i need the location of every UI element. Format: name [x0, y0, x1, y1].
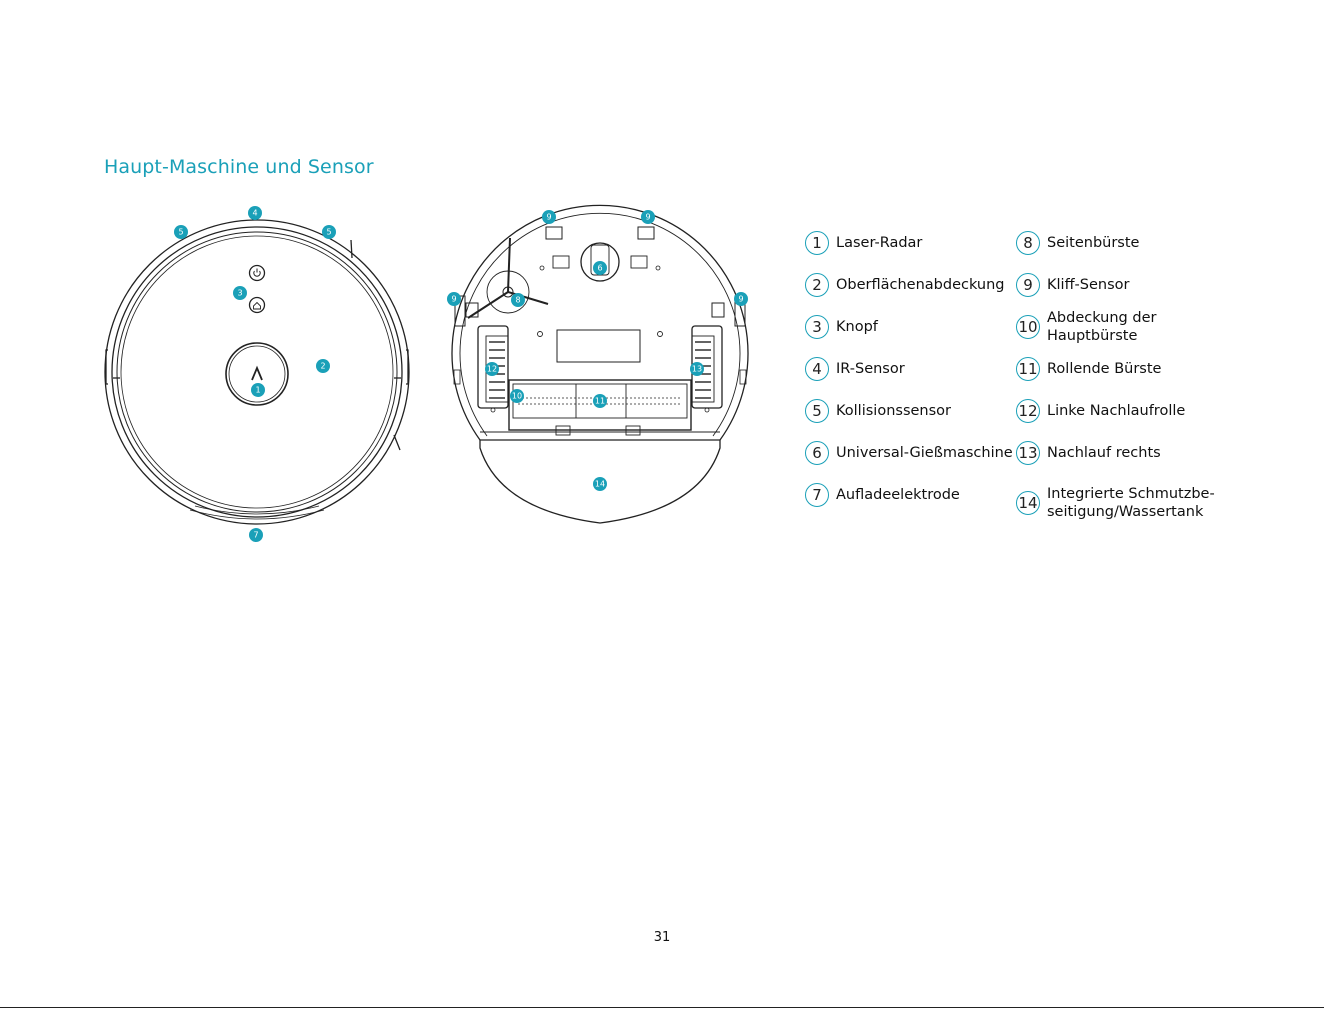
- legend-number: 7: [805, 483, 829, 507]
- svg-text:9: 9: [645, 212, 651, 222]
- legend-label: Kollisionssensor: [836, 403, 951, 419]
- legend-number: 10: [1016, 315, 1040, 339]
- legend-number: 5: [805, 399, 829, 423]
- svg-text:4: 4: [252, 208, 258, 218]
- legend-label: Rollende Bürste: [1047, 361, 1162, 377]
- svg-text:9: 9: [738, 294, 744, 304]
- legend-label: Kliff-Sensor: [1047, 277, 1130, 293]
- legend-label: Aufladeelektrode: [836, 487, 960, 503]
- svg-text:6: 6: [597, 263, 603, 273]
- legend-item: [805, 357, 905, 381]
- legend-number: 6: [805, 441, 829, 465]
- legend-label: Integrierte Schmutzbe-seitigung/Wassertank: [1047, 486, 1215, 520]
- svg-text:8: 8: [515, 295, 521, 305]
- legend-label: Laser-Radar: [836, 235, 923, 251]
- legend-number: 12: [1016, 399, 1040, 423]
- svg-text:11: 11: [594, 396, 606, 406]
- legend-item: [805, 273, 1005, 297]
- legend-number: 2: [805, 273, 829, 297]
- legend-item: [1016, 399, 1185, 423]
- svg-text:10: 10: [511, 391, 523, 401]
- svg-text:1: 1: [255, 385, 261, 395]
- legend-item: [1016, 273, 1130, 297]
- legend-label: Abdeckung der Hauptbürste: [1047, 310, 1157, 344]
- legend-number: 4: [805, 357, 829, 381]
- legend-number: 11: [1016, 357, 1040, 381]
- legend-label: Linke Nachlaufrolle: [1047, 403, 1186, 419]
- legend-number: 3: [805, 315, 829, 339]
- svg-text:13: 13: [691, 364, 703, 374]
- legend-item: [1016, 485, 1222, 521]
- legend-item: [1016, 357, 1161, 381]
- svg-text:9: 9: [546, 212, 552, 222]
- legend-label: Universal-Gießmaschine: [836, 445, 1013, 461]
- legend-item: [805, 441, 1013, 465]
- legend-label: Nachlauf rechts: [1047, 445, 1161, 461]
- svg-text:5: 5: [178, 227, 184, 237]
- svg-text:14: 14: [594, 479, 606, 489]
- legend-label: Seitenbürste: [1047, 235, 1140, 251]
- legend-number: 13: [1016, 441, 1040, 465]
- legend-number: 8: [1016, 231, 1040, 255]
- page-number: 31: [653, 930, 671, 945]
- legend-item: [805, 399, 951, 423]
- bottom-rule: [0, 1007, 1324, 1008]
- legend-number: 14: [1016, 491, 1040, 515]
- legend-label: Knopf: [836, 319, 878, 335]
- legend-item: [805, 231, 922, 255]
- svg-text:2: 2: [320, 361, 326, 371]
- top-view: [105, 220, 409, 524]
- svg-text:5: 5: [326, 227, 332, 237]
- legend-item: [805, 483, 960, 507]
- svg-text:3: 3: [237, 288, 243, 298]
- svg-text:7: 7: [253, 530, 259, 540]
- legend-label: IR-Sensor: [836, 361, 905, 377]
- legend-item: [805, 315, 878, 339]
- legend-number: 9: [1016, 273, 1040, 297]
- legend-item: [1016, 231, 1139, 255]
- section-title: Haupt-Maschine und Sensor: [104, 156, 374, 178]
- legend-item: [1016, 309, 1167, 345]
- legend-number: 1: [805, 231, 829, 255]
- legend-item: [1016, 441, 1161, 465]
- legend-label: Oberflächenabdeckung: [836, 277, 1005, 293]
- svg-text:9: 9: [451, 294, 457, 304]
- svg-text:12: 12: [486, 364, 498, 374]
